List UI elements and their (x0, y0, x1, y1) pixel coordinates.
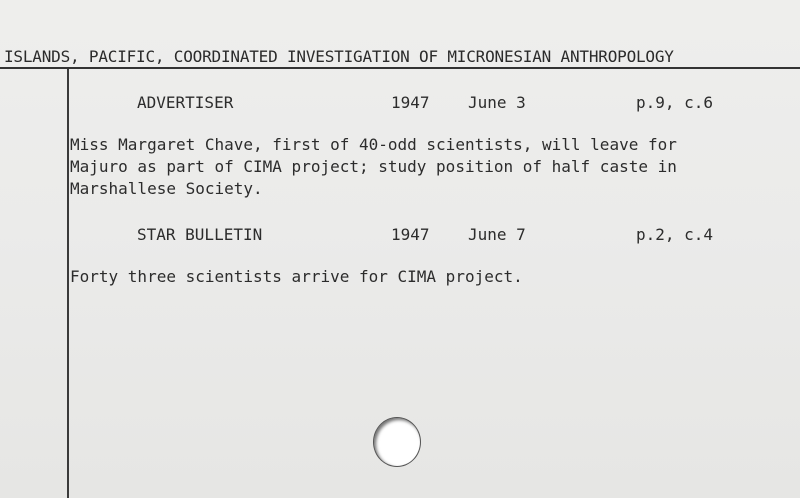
entry-summary-line: Forty three scientists arrive for CIMA project. (70, 267, 523, 286)
entry-year: 1947 (391, 93, 430, 112)
entry-summary-line: Marshallese Society. (70, 179, 263, 198)
entry-source: STAR BULLETIN (137, 225, 263, 244)
card-subject-heading: ISLANDS, PACIFIC, COORDINATED INVESTIGATION OF MICRONESIAN ANTHROPOLOGY (4, 47, 674, 66)
entry-date: June 3 (468, 93, 526, 112)
entry-summary-line: Majuro as part of CIMA project; study position of half caste in (70, 157, 677, 176)
entry-year: 1947 (391, 225, 430, 244)
margin-rule (67, 69, 69, 498)
entry-summary-line: Miss Margaret Chave, first of 40-odd scientists, will leave for (70, 135, 677, 154)
entry-page-column: p.9, c.6 (636, 93, 714, 112)
heading-rule (0, 67, 800, 69)
entry-page-column: p.2, c.4 (636, 225, 714, 244)
punch-hole (374, 418, 420, 466)
entry-date: June 7 (468, 225, 526, 244)
entry-source: ADVERTISER (137, 93, 234, 112)
